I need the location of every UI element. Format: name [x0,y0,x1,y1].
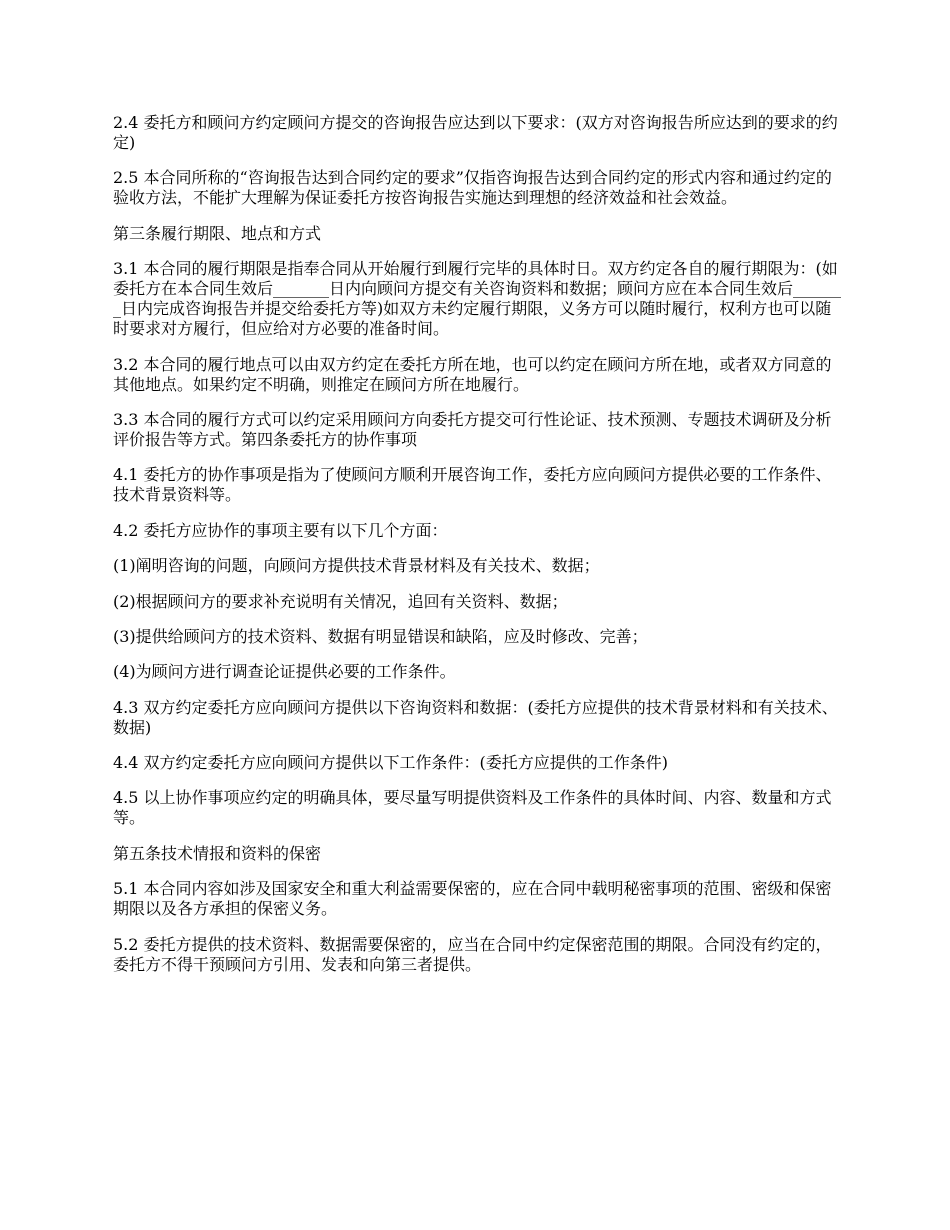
clause-2-4: 2.4 委托方和顾问方约定顾问方提交的咨询报告应达到以下要求：(双方对咨询报告所应达到的要求的约定) [113,113,838,152]
clause-5-2: 5.2 委托方提供的技术资料、数据需要保密的，应当在合同中约定保密范围的期限。合同没有约定的，委托方不得干预顾问方引用、发表和向第三者提供。 [113,934,832,974]
clause-4-5: 4.5 以上协作事项应约定的明确具体，要尽量写明提供资料及工作条件的具体时间、内容、数量和方式等。 [113,788,832,828]
article-3-heading: 第三条履行期限、地点和方式 [113,223,322,243]
clause-5-1: 5.1 本合同内容如涉及国家安全和重大利益需要保密的，应在合同中载明秘密事项的范围、密级和保密期限以及各方承担的保密义务。 [113,879,832,919]
clause-4-2-item-4: (4)为顾问方进行调查论证提供必要的工作条件。 [113,662,456,682]
clause-3-3: 3.3 本合同的履行方式可以约定采用顾问方向委托方提交可行性论证、技术预测、专题技术调研及分析评价报告等方式。第四条委托方的协作事项 [113,409,832,449]
article-5-heading: 第五条技术情报和资料的保密 [113,843,322,863]
document-body [113,113,843,990]
clause-4-3: 4.3 双方约定委托方应向顾问方提供以下咨询资料和数据：(委托方应提供的技术背景材料和有关技术、数据) [113,697,838,737]
clause-3-2: 3.2 本合同的履行地点可以由双方约定在委托方所在地，也可以约定在顾问方所在地，或者双方同意的其他地点。如果约定不明确，则推定在顾问方所在地履行。 [113,354,832,394]
clause-4-2: 4.2 委托方应协作的事项主要有以下几个方面： [113,520,448,540]
clause-4-2-item-1: (1)阐明咨询的问题，向顾问方提供技术背景材料及有关技术、数据； [113,556,600,576]
clause-2-5: 2.5 本合同所称的“咨询报告达到合同约定的要求”仅指咨询报告达到合同约定的形式内容和通过约定的验收方法，不能扩大理解为保证委托方按咨询报告实施达到理想的经济效益和社会效益。 [113,168,832,208]
clause-4-2-item-2: (2)根据顾问方的要求补充说明有关情况，追回有关资料、数据； [113,591,568,611]
clause-4-2-item-3: (3)提供给顾问方的技术资料、数据有明显错误和缺陷，应及时修改、完善； [113,626,648,646]
clause-3-1: 3.1 本合同的履行期限是指奉合同从开始履行到履行完毕的具体时日。双方约定各自的履行期限为：(如委托方在本合同生效后_______日内向顾问方提交有关咨询资料和数据；顾问方应在本合同生效后_______日内完成咨询报告并提交给委托方等)如双方未约定履行期限，义务方可以随时履行，权利方也可以随时要求对方履行，但应给对方必要的准备时间。 [113,259,842,339]
clause-4-1: 4.1 委托方的协作事项是指为了使顾问方顺利开展咨询工作，委托方应向顾问方提供必要的工作条件、技术背景资料等。 [113,465,832,505]
clause-4-4: 4.4 双方约定委托方应向顾问方提供以下工作条件：(委托方应提供的工作条件) [113,753,669,773]
